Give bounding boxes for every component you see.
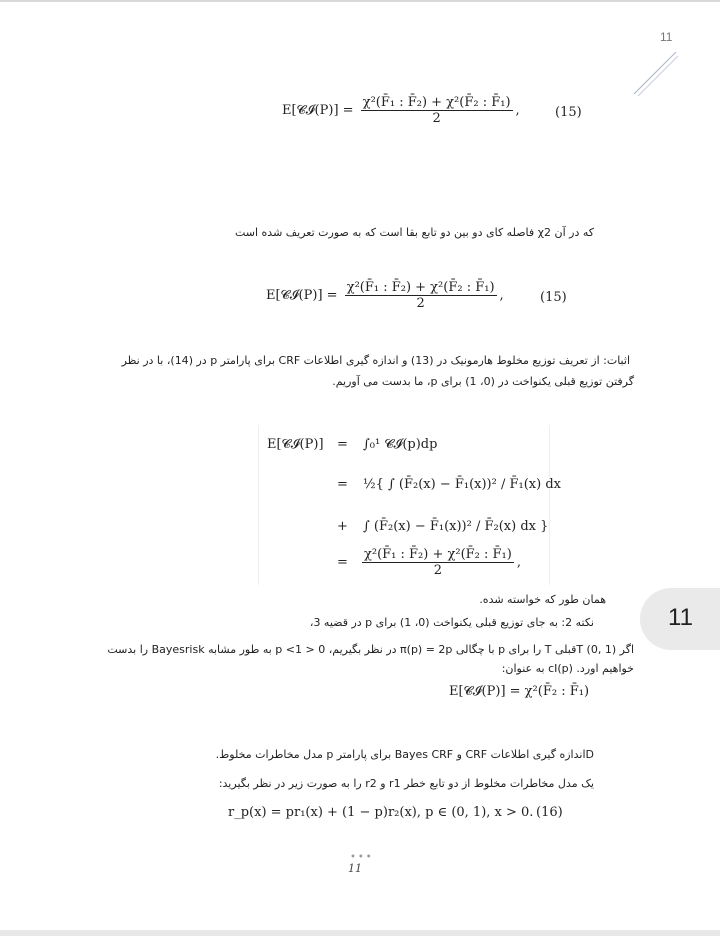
eq-lhs: E[𝓒𝓘(P)] = — [266, 288, 338, 303]
derivation-block — [258, 425, 561, 585]
footer-page-number: 11 — [348, 862, 362, 875]
equation-chi: E[𝓒𝓘(P)] = χ²(F̄₂ : F̄₁) — [449, 684, 590, 699]
derivation-rhs: ∫ (F̄₂(x) − F̄₁(x))² / F̄₂(x) dx } — [363, 519, 549, 534]
note-2-line-2: اگر T (0, 1)قبلی T را برای p با چگالی π(p) = 2p در نظر بگیریم، 0 < p <1 به طور مشابه Bayesrisk را بدست — [107, 643, 634, 656]
equation-15-first — [282, 95, 520, 126]
top-border — [0, 0, 720, 2]
bottom-border — [0, 930, 720, 936]
derivation-op: = — [337, 437, 348, 452]
fraction-numerator: χ²(F̄₁ : F̄₂) + χ²(F̄₂ : F̄₁) — [362, 95, 511, 110]
fraction-denominator: 2 — [433, 563, 443, 578]
derivation-rhs: ∫₀¹ 𝓒𝓘(p)dp — [363, 437, 438, 452]
fraction-numerator: χ²(F̄₁ : F̄₂) + χ²(F̄₂ : F̄₁) — [346, 280, 495, 295]
equation-number: (15) — [540, 290, 567, 305]
derivation-rhs: ½{ ∫ (F̄₂(x) − F̄₁(x))² / F̄₁(x) dx — [363, 477, 561, 492]
section-d-heading: Dاندازه گیری اطلاعات CRF و Bayes CRF برای پارامتر p مدل مخاطرات مخلوط. — [215, 748, 594, 761]
chi-definition-text: که در آن χ2 فاصله کای دو بین دو تابع بقا است که به صورت تعریف شده است — [234, 226, 594, 239]
proof-line-1: اثبات: از تعریف توزیع مخلوط هارمونیک در (13) و اندازه گیری اطلاعات CRF برای پارامتر p در (14)، با در نظر — [121, 354, 630, 367]
fraction — [345, 280, 497, 311]
equation-15-second — [266, 280, 504, 311]
mixed-hazard-text: یک مدل مخاطرات مخلوط از دو تابع خطر r1 و r2 را به صورت زیر در نظر بگیرید: — [218, 777, 594, 790]
derivation-lhs: E[𝓒𝓘(P)] — [267, 437, 324, 452]
fraction-denominator: 2 — [416, 296, 425, 311]
eq-tail: , — [515, 103, 520, 118]
eq-tail: , — [516, 555, 521, 570]
corner-decoration — [630, 50, 680, 100]
fraction — [361, 95, 513, 126]
derivation-op: + — [337, 519, 348, 534]
equation-16: r_p(x) = pr₁(x) + (1 − p)r₂(x), p ∈ (0, 1), x > 0. — [228, 805, 534, 820]
eq-lhs: E[𝓒𝓘(P)] = — [282, 103, 354, 118]
note-2-line-3: خواهیم اورد. cI(p) به عنوان: — [501, 662, 634, 675]
fraction-numerator: χ²(F̄₁ : F̄₂) + χ²(F̄₂ : F̄₁) — [364, 547, 512, 562]
as-desired-text: همان طور که خواسته شده. — [479, 593, 606, 606]
derivation-op: = — [337, 477, 348, 492]
header-page-number: 11 — [660, 30, 673, 44]
note-2-line-1: نکته 2: به جای توزیع قبلی یکنواخت (0، 1) برای p در قضیه 3، — [309, 616, 594, 629]
derivation-final — [359, 547, 521, 578]
page-number-tab-label: 11 — [668, 604, 693, 631]
fraction — [362, 547, 514, 578]
footer-dots: ••• — [350, 852, 374, 863]
page-number-tab — [640, 588, 720, 650]
equation-number: (15) — [555, 105, 582, 120]
eq-tail: , — [499, 288, 504, 303]
proof-line-2: گرفتن توزیع قبلی یکنواخت در (0، 1) برای p، ما بدست می آوریم. — [332, 375, 634, 388]
derivation-op: = — [337, 555, 348, 570]
equation-number: (16) — [536, 805, 563, 820]
fraction-denominator: 2 — [432, 111, 441, 126]
